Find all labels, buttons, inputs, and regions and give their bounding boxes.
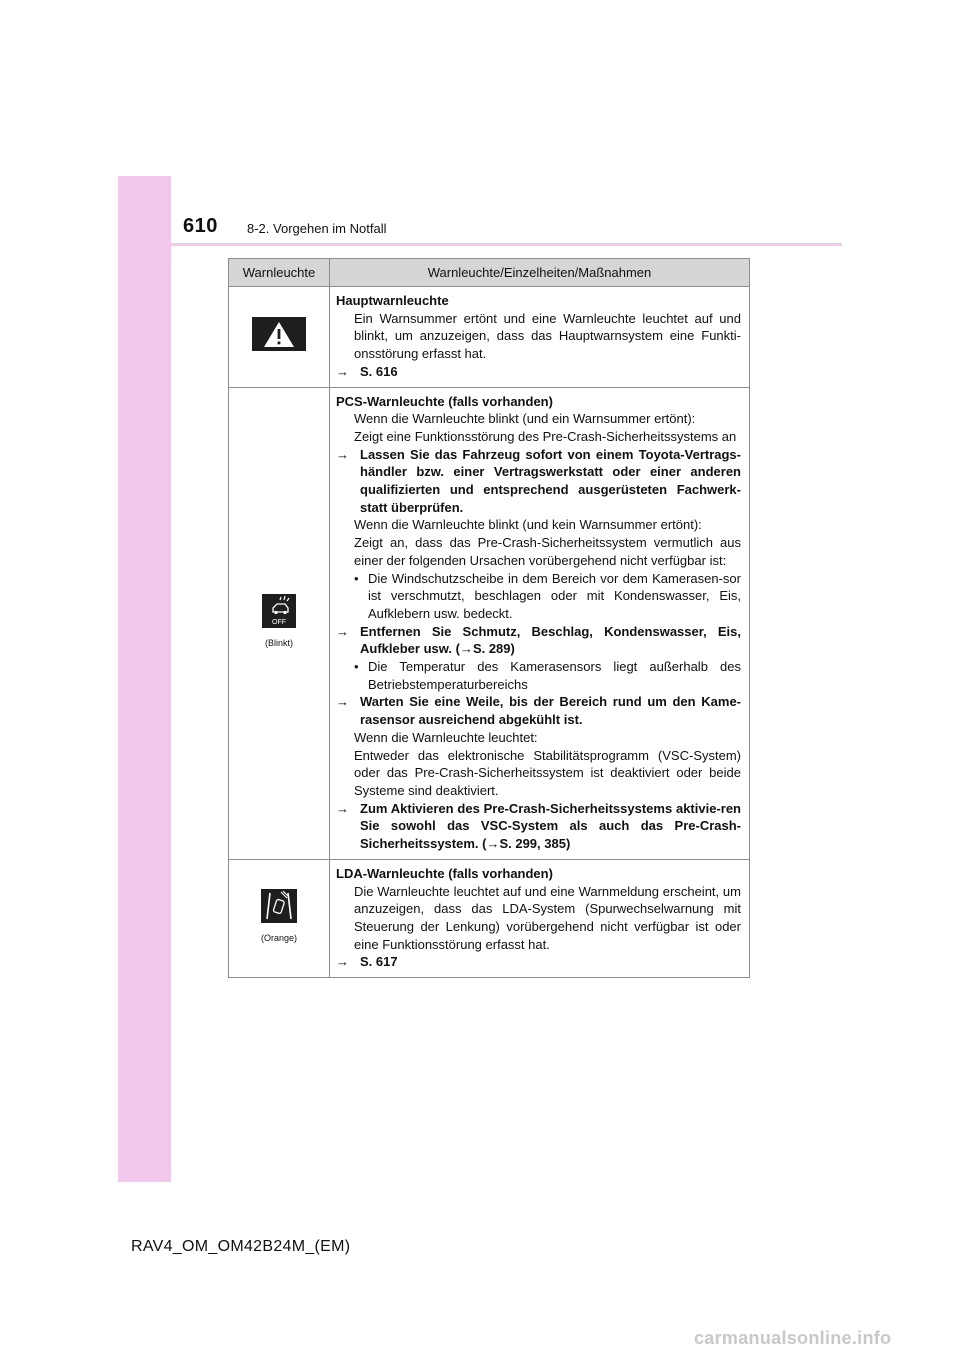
light-description: Die Warnleuchte leuchtet auf und eine Warnmeldung erscheint, um anzuzeigen, dass das LDA-System (Spurwechselwarnung mit Steuerung der Lenkung) vorübergehend nicht verfügbar ist oder eine Funktionsstörung erfasst hat. (354, 883, 741, 952)
arrow-icon: → (486, 836, 500, 852)
page-reference: S. 617 (360, 954, 398, 970)
bullet-text: Die Temperatur des Kamerasensors liegt außerhalb des Betriebstemperaturbereichs (368, 659, 741, 692)
meaning-text: Entweder das elektronische Stabilitätsprogramm (VSC-System) oder das Pre-Crash-Sicherheitssystem ist deaktiviert oder beide Systeme sind deaktiviert. (354, 747, 741, 798)
arrow-icon: → (336, 954, 349, 970)
light-description: Ein Warnsummer ertönt und eine Warnleuchte leuchtet auf und blinkt, um anzuzeigen, dass das Hauptwarnsystem eine Funkti-onsstörung erfasst hat. (354, 310, 741, 362)
warning-light-table (228, 258, 750, 978)
icon-cell (229, 287, 330, 388)
arrow-icon: → (336, 446, 349, 462)
action-text: Entfernen Sie Schmutz, Beschlag, Kondenswasser, Eis, Aufkleber usw. (→S. 289) (360, 623, 741, 657)
header-rule (118, 243, 842, 246)
bullet-icon: • (354, 570, 359, 586)
page-number: 610 (183, 215, 218, 237)
bullet-item (336, 658, 741, 693)
page-reference: S. 289) (472, 641, 515, 657)
arrow-icon: → (336, 623, 349, 639)
page-reference: S. 299, 385) (499, 836, 571, 852)
section-title: 8-2. Vorgehen im Notfall (247, 221, 387, 236)
page-reference: S. 616 (360, 363, 398, 379)
action-text: Warten Sie eine Weile, bis der Bereich rund um den Kame-rasensor ausreichend abgekühlt ist. (360, 694, 741, 728)
details-cell (330, 287, 750, 388)
pcs-off-label: OFF (272, 618, 286, 626)
table-header-row (229, 259, 750, 287)
table-row-master-warning (229, 287, 750, 388)
action-line (336, 693, 741, 728)
condition-text: Wenn die Warnleuchte leuchtet: (354, 729, 538, 745)
icon-cell (229, 859, 330, 977)
bullet-item (336, 570, 741, 623)
bullet-icon: • (354, 659, 359, 675)
action-line (336, 446, 741, 517)
details-cell (330, 859, 750, 977)
pcs-off-icon (262, 594, 296, 628)
warning-triangle-icon (252, 317, 306, 351)
meaning-text: Zeigt eine Funktionsstörung des Pre-Crash-Sicherheitssystems an (354, 428, 737, 444)
icon-caption: (Blinkt) (264, 637, 293, 648)
side-tab-bar (118, 176, 171, 1182)
meaning-text: Zeigt an, dass das Pre-Crash-Sicherheitssystem vermutlich aus einer der folgenden Ursachen vorübergehend nicht verfügbar ist: (354, 535, 741, 568)
light-title: PCS-Warnleuchte (falls vorhanden) (336, 393, 553, 409)
table-row-pcs-warning (229, 387, 750, 859)
icon-cell (229, 387, 330, 859)
action-text: Zum Aktivieren des Pre-Crash-Sicherheitssystems aktivie-ren Sie sowohl das VSC-System als auch das Pre-Crash-Sicherheitssystem. (→S. 299, 385) (360, 800, 741, 852)
arrow-icon: → (336, 363, 349, 379)
details-cell (330, 387, 750, 859)
column-header-light: Warnleuchte (229, 259, 330, 287)
lda-lane-icon (261, 889, 297, 923)
watermark: carmanualsonline.info (694, 1328, 892, 1348)
action-line (336, 623, 741, 658)
document-id: RAV4_OM_OM42B24M_(EM) (131, 1238, 351, 1255)
action-line (336, 800, 741, 853)
arrow-icon: → (336, 800, 349, 816)
action-text: Lassen Sie das Fahrzeug sofort von einem Toyota-Vertrags-händler bzw. einer Vertragswerkstatt oder einer anderen qualifizierten und entsprechend ausgerüsteten Fachwerk-statt überprüfen. (360, 446, 741, 515)
icon-caption: (Orange) (260, 932, 297, 943)
reference-line (336, 363, 741, 381)
light-title: Hauptwarnleuchte (336, 293, 449, 308)
table-row-lda-warning (229, 859, 750, 977)
condition-text: Wenn die Warnleuchte blinkt (und kein Warnsummer ertönt): (354, 517, 702, 533)
arrow-icon: → (336, 694, 349, 710)
light-title: LDA-Warnleuchte (falls vorhanden) (336, 865, 553, 881)
bullet-text: Die Windschutzscheibe in dem Bereich vor dem Kamerasen-sor ist verschmutzt, beschlagen oder mit Kondenswasser, Eis, Aufklebern usw. bedeckt. (368, 570, 741, 621)
condition-text: Wenn die Warnleuchte blinkt (und ein Warnsummer ertönt): (354, 411, 696, 427)
column-header-details: Warnleuchte/Einzelheiten/Maßnahmen (330, 259, 750, 287)
reference-line (336, 953, 741, 971)
arrow-icon: → (459, 641, 473, 657)
